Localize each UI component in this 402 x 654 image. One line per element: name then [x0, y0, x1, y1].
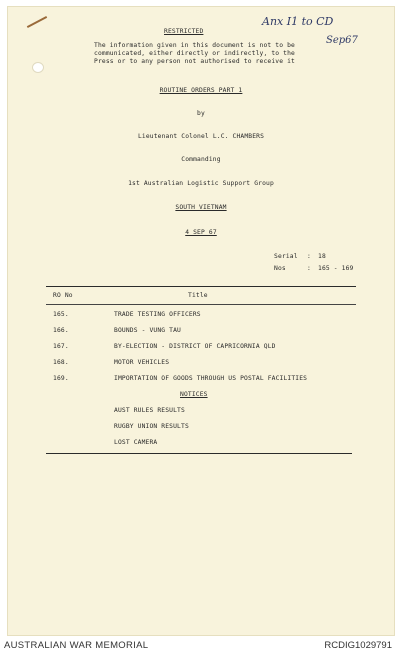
table-top-rule	[46, 286, 356, 287]
order-number: 165.	[53, 311, 69, 318]
notices-heading: NOTICES	[180, 391, 208, 398]
punch-hole	[32, 62, 44, 73]
notice-item: LOST CAMERA	[114, 439, 158, 446]
notice-line-2: communicated, either directly or indirectly, to the	[94, 50, 295, 57]
serial-label: Serial	[274, 253, 298, 260]
notice-line-1: The information given in this document is not to be	[94, 42, 295, 49]
handwritten-month: Sep67	[326, 35, 358, 46]
order-title: BY-ELECTION - DISTRICT OF CAPRICORNIA QLD	[114, 343, 276, 350]
order-title: TRADE TESTING OFFICERS	[114, 311, 201, 318]
nos-label: Nos	[274, 265, 286, 272]
order-title: IMPORTATION OF GOODS THROUGH US POSTAL FACILITIES	[114, 375, 308, 382]
serial-value: 18	[318, 253, 326, 260]
footer-record-id: RCDIG1029791	[324, 640, 392, 651]
officer-name: Lieutenant Colonel L.C. CHAMBERS	[137, 133, 265, 140]
order-title: BOUNDS - VUNG TAU	[114, 327, 181, 334]
pen-mark	[27, 16, 47, 28]
serial-colon: :	[307, 253, 311, 260]
notice-item: RUGBY UNION RESULTS	[114, 423, 189, 430]
nos-value: 165 - 169	[318, 265, 354, 272]
commanding-line: Commanding	[181, 156, 221, 163]
order-number: 169.	[53, 375, 69, 382]
location: SOUTH VIETNAM	[175, 204, 227, 211]
document-page	[7, 6, 395, 636]
header-title: Title	[188, 292, 208, 299]
archive-footer	[0, 636, 402, 654]
header-ro-no: RO No	[53, 292, 73, 299]
order-number: 167.	[53, 343, 69, 350]
unit-name: 1st Australian Logistic Support Group	[128, 180, 274, 187]
notice-line-3: Press or to any person not authorised to receive it	[94, 58, 295, 65]
handwritten-annotation: Anx I1 to CD	[262, 15, 334, 28]
nos-colon: :	[307, 265, 311, 272]
by-line: by	[197, 110, 205, 117]
notice-item: AUST RULES RESULTS	[114, 407, 185, 414]
classification-heading: RESTRICTED	[164, 28, 204, 35]
table-header-rule	[46, 304, 356, 305]
order-number: 168.	[53, 359, 69, 366]
table-bottom-rule	[46, 453, 352, 454]
order-number: 166.	[53, 327, 69, 334]
document-title: ROUTINE ORDERS PART 1	[159, 87, 243, 94]
footer-source: AUSTRALIAN WAR MEMORIAL	[4, 640, 149, 651]
order-title: MOTOR VEHICLES	[114, 359, 170, 366]
document-date: 4 SEP 67	[185, 229, 217, 236]
